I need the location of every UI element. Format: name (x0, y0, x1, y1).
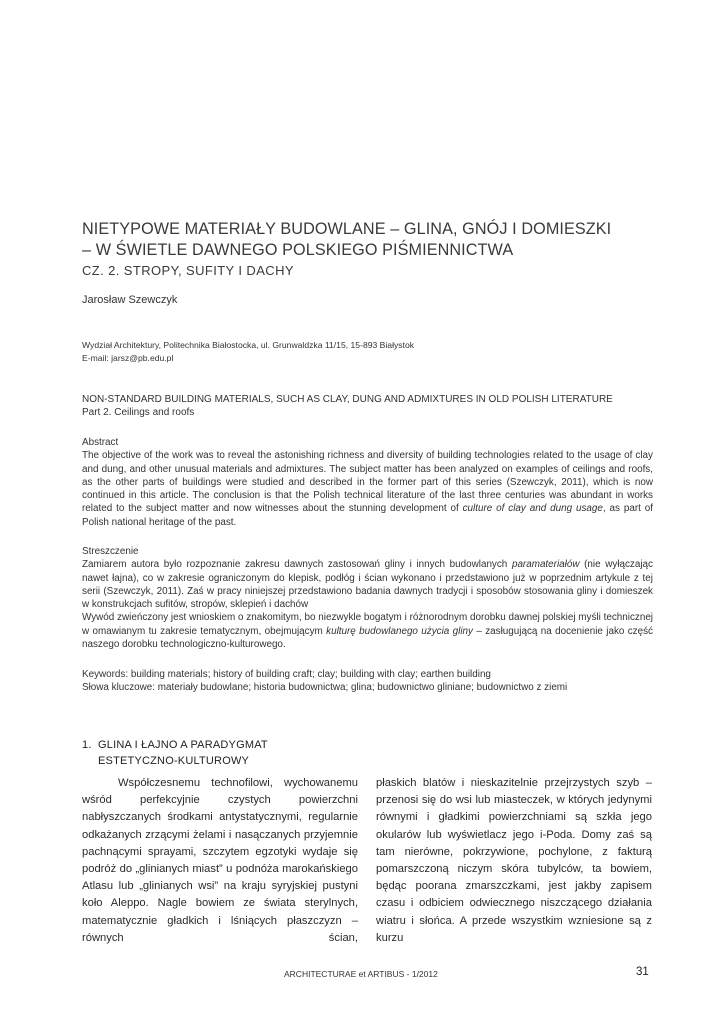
author-name: Jarosław Szewczyk (82, 294, 178, 306)
abstract-text (82, 449, 653, 529)
journal-name: ARCHITECTURAE et ARTIBUS - 1/2012 (284, 969, 438, 979)
body-text-left: Współczesnemu technofilowi, wychowanemu wśród perfekcyjnie czystych powierzchni nabłyszczanych środkami antystatycznymi, regularnie odkażanych zrzącymi żelami i nasączanych przyjemnie pachnącymi sprayami, szczytem egzotyki wydaje się podróż do „glinianych miast” u podnóża marokańskiego Atlasu lub „glinianych wsi” na kraju syryjskiej pustyni koło Aleppo. Nagle bowiem ze świata sterylnych, matematycznie gładkich i lśniących płaszczyzn – równych ścian, (82, 777, 358, 944)
streszczenie-p1-italic: paramateriałów (511, 559, 580, 571)
section-title-line-1: GLINA I ŁAJNO A PARADYGMAT (98, 739, 268, 751)
streszczenie-p2-italic: kulturę budowlanego użycia gliny (326, 625, 473, 637)
affiliation (82, 339, 414, 365)
streszczenie-section (82, 545, 653, 651)
streszczenie-paragraph-1 (82, 558, 653, 611)
keywords-polish: Słowa kluczowe: materiały budowlane; historia budownictwa; glina; budownictwo gliniane; budownictwo z ziemi (82, 682, 568, 694)
affiliation-email: E-mail: jarsz@pb.edu.pl (82, 353, 174, 363)
abstract-text-italic: culture of clay and dung usage (462, 503, 603, 515)
keywords-section (82, 668, 653, 695)
abstract-text-part-1: The objective of the work was to reveal the astonishing richness and diversity of building technologies related to the usage of clay and dung, and other unusual materials and admixtures. The subject matter has been analyzed on examples of ceilings and roofs, as the other parts of buildings were studied and described in the former part of this series (Szewczyk, 2011), which is now continued in this article. The conclusion is that the Polish technical literature of the last three centuries was abundant in works related to the subject matter and now witnesses about the stunning development of (82, 450, 653, 515)
keywords-english: Keywords: building materials; history of building craft; clay; building with clay; earthen building (82, 669, 491, 680)
title-line-2: – W ŚWIETLE DAWNEGO POLSKIEGO PIŚMIENNICTWA (82, 241, 514, 259)
streszczenie-p1-part-1: Zamiarem autora było rozpoznanie zakresu dawnych zastosowań gliny i innych budowlanych (82, 559, 512, 571)
abstract-heading: Abstract (82, 437, 119, 448)
body-text-right: płaskich blatów i nieskazitelnie przejrzystych szyb – przenosi się do wsi lub miasteczek, w których jedynymi równymi i gładkimi powierzchniami są szkła jego okularów lub wyświetlacz jego i-Poda. Domy zaś są tam nierówne, pokrzywione, pochylone, z fakturą pomarszczoną niczym skóra tubylców, ta bowiem, będąc poorana zmarszczkami, jest jakby zapisem czasu i odbiciem odwiecznego niszczącego działania wiatru i słońca. A przede wszystkim wzniesione są z kurzu (376, 777, 652, 944)
english-title (82, 393, 662, 419)
title-line-1: NIETYPOWE MATERIAŁY BUDOWLANE – GLINA, GNÓJ I DOMIESZKI (82, 220, 612, 238)
abstract-section (82, 436, 653, 529)
page-number: 31 (636, 966, 649, 978)
body-column-left (82, 775, 358, 947)
streszczenie-p2-part-1: Wywód zwieńczony jest wnioskiem o znakomitym, bo niezwykle bogatym i różnorodnym dorobku dawnej polskiej myśli technicznej w omawianym tu zakresie tematycznym, obejmującym (82, 612, 653, 637)
section-number: 1. (82, 739, 92, 751)
article-title (82, 219, 662, 261)
streszczenie-paragraph-2 (82, 611, 653, 651)
page-footer (270, 966, 670, 982)
streszczenie-p1-part-2: (nie wyłączając nawet łajna), co w zakresie ograniczonym do klepisk, podłóg i ścian wykonano i przedstawiono już w poprzednim artykule z tej serii (Szewczyk, 2011). Zaś w pracy niniejszej przedstawiono badania dawnych tradycji i sposobów stosowania gliny i domieszek w konstrukcjach sufitów, stropów, sklepień i dachów (82, 559, 653, 611)
abstract-text-part-2: , as part of Polish national heritage of the past. (82, 503, 654, 528)
streszczenie-p2-part-2: – zasługującą na docenienie jako część naszego dorobku technologiczno-kulturowego. (82, 625, 653, 651)
section-title-line-2: ESTETYCZNO-KULTUROWY (98, 755, 250, 767)
english-title-line-2: Part 2. Ceilings and roofs (82, 407, 195, 418)
section-heading (82, 737, 362, 769)
article-subtitle: CZ. 2. STROPY, SUFITY I DACHY (82, 263, 294, 278)
streszczenie-heading: Streszczenie (82, 546, 139, 557)
affiliation-address: Wydział Architektury, Politechnika Białostocka, ul. Grunwaldzka 11/15, 15-893 Białystok (82, 340, 415, 350)
english-title-line-1: NON-STANDARD BUILDING MATERIALS, SUCH AS CLAY, DUNG AND ADMIXTURES IN OLD POLISH LITERATURE (82, 394, 613, 405)
body-column-right (376, 775, 652, 947)
